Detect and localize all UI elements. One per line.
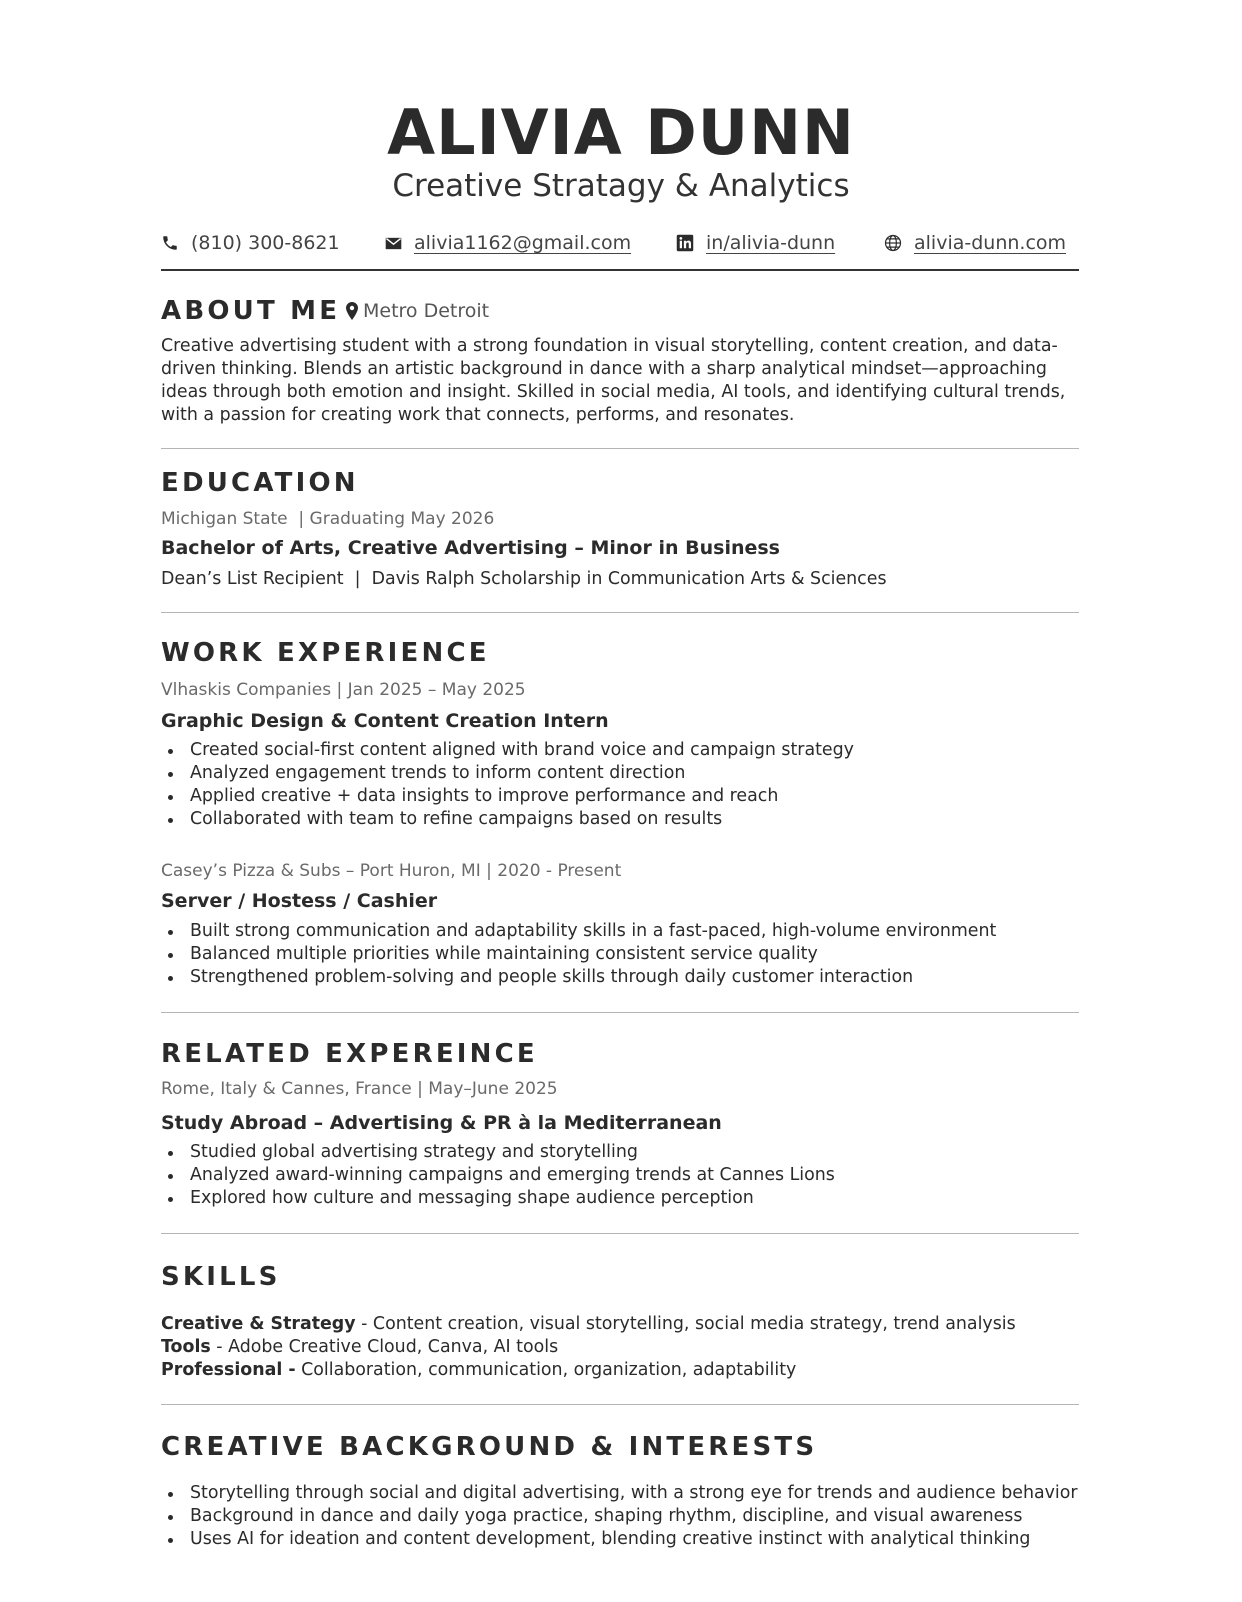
skill-label: Creative & Strategy	[161, 1314, 356, 1334]
linkedin-icon	[676, 234, 694, 252]
list-item: Built strong communication and adaptability skills in a fast-paced, high-volume environment	[161, 920, 996, 943]
list-item: Studied global advertising strategy and storytelling	[161, 1141, 835, 1164]
skill-row	[161, 1336, 1016, 1359]
job-meta: Vlhaskis Companies | Jan 2025 – May 2025	[161, 680, 526, 700]
contact-website[interactable]	[884, 230, 1066, 256]
interests-heading: CREATIVE BACKGROUND & INTERESTS	[161, 1432, 818, 1462]
skill-label: Tools	[161, 1337, 211, 1357]
candidate-name: ALIVIA DUNN	[387, 96, 855, 169]
related-meta: Rome, Italy & Cannes, France | May–June 2025	[161, 1079, 558, 1099]
job-role: Server / Hostess / Cashier	[161, 890, 438, 912]
contact-linkedin[interactable]	[676, 230, 835, 256]
skill-text: Collaboration, communication, organization, adaptability	[295, 1360, 797, 1380]
education-heading: EDUCATION	[161, 468, 359, 498]
phone-number: (810) 300-8621	[191, 232, 340, 254]
section-divider	[161, 612, 1079, 613]
related-role: Study Abroad – Advertising & PR à la Mediterranean	[161, 1112, 722, 1134]
list-item: Background in dance and daily yoga practice, shaping rhythm, discipline, and visual awareness	[161, 1505, 1078, 1528]
header-divider	[161, 269, 1079, 271]
honors: Dean’s List Recipient | Davis Ralph Scholarship in Communication Arts & Sciences	[161, 569, 887, 589]
list-item: Analyzed award-winning campaigns and emerging trends at Cannes Lions	[161, 1164, 835, 1187]
contact-email[interactable]	[385, 230, 631, 256]
work-heading: WORK EXPERIENCE	[161, 638, 490, 668]
job-bullets	[161, 739, 854, 831]
location-text: Metro Detroit	[363, 300, 490, 322]
related-bullets	[161, 1141, 835, 1210]
section-divider	[161, 1012, 1079, 1013]
section-divider	[161, 1233, 1079, 1234]
candidate-title: Creative Stratagy & Analytics	[392, 168, 850, 204]
job-meta: Casey’s Pizza & Subs – Port Huron, MI | 2020 - Present	[161, 861, 622, 881]
list-item: Storytelling through social and digital advertising, with a strong eye for trends and audience behavior	[161, 1482, 1078, 1505]
list-item: Collaborated with team to refine campaigns based on results	[161, 808, 854, 831]
phone-icon	[161, 234, 179, 252]
related-heading: RELATED EXPEREINCE	[161, 1039, 538, 1069]
list-item: Uses AI for ideation and content development, blending creative instinct with analytical thinking	[161, 1528, 1078, 1551]
email-link[interactable]: alivia1162@gmail.com	[414, 232, 632, 254]
degree: Bachelor of Arts, Creative Advertising – Minor in Business	[161, 537, 780, 559]
skill-label: Professional -	[161, 1360, 296, 1380]
website-link[interactable]: alivia-dunn.com	[914, 232, 1067, 254]
section-divider	[161, 448, 1079, 449]
interests-bullets	[161, 1482, 1078, 1551]
about-text: Creative advertising student with a strong foundation in visual storytelling, content creation, and data-driven thinking. Blends an artistic background in dance with a sharp analytical mindset—approaching ideas through both emotion and insight. Skilled in social media, AI tools, and identifying cultural trends, with a passion for creating work that connects, performs, and resonates.	[161, 336, 1066, 425]
globe-icon	[884, 234, 902, 252]
map-pin-icon	[346, 302, 358, 320]
list-item: Balanced multiple priorities while maintaining consistent service quality	[161, 943, 996, 966]
list-item: Explored how culture and messaging shape audience perception	[161, 1187, 835, 1210]
location	[346, 298, 489, 324]
email-icon	[385, 237, 402, 250]
contact-phone[interactable]	[161, 230, 340, 256]
list-item: Created social-first content aligned with brand voice and campaign strategy	[161, 739, 854, 762]
skill-text: - Adobe Creative Cloud, Canva, AI tools	[210, 1337, 559, 1357]
linkedin-link[interactable]: in/alivia-dunn	[706, 232, 836, 254]
job-bullets	[161, 920, 996, 989]
skill-row	[161, 1313, 1016, 1336]
skill-row	[161, 1359, 1016, 1382]
skills-heading: SKILLS	[161, 1262, 281, 1292]
list-item: Applied creative + data insights to improve performance and reach	[161, 785, 854, 808]
list-item: Strengthened problem-solving and people skills through daily customer interaction	[161, 966, 996, 989]
section-divider	[161, 1404, 1079, 1405]
skills-list	[161, 1313, 1016, 1382]
job-role: Graphic Design & Content Creation Intern	[161, 710, 609, 732]
education-meta: Michigan State | Graduating May 2026	[161, 509, 495, 529]
skill-text: - Content creation, visual storytelling, social media strategy, trend analysis	[355, 1314, 1016, 1334]
about-heading: ABOUT ME	[161, 296, 341, 326]
list-item: Analyzed engagement trends to inform content direction	[161, 762, 854, 785]
